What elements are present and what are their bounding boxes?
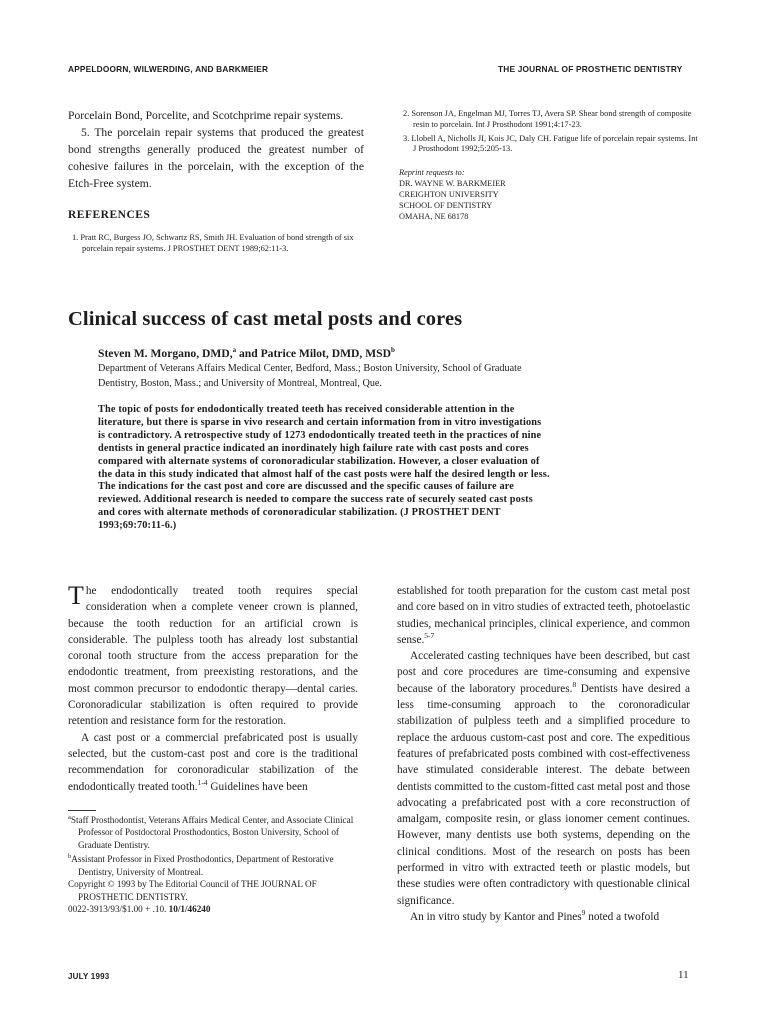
references-list-left bbox=[72, 233, 368, 258]
previous-article-conclusion bbox=[68, 107, 364, 192]
body-column-left bbox=[68, 583, 358, 795]
conclusion-paragraph: 5. The porcelain repair systems that produced the greatest bond strengths generally produced the greatest number of cohesive failures in the porcelain, with the exception of the Etch-Free system. bbox=[68, 126, 364, 190]
abstract: The topic of posts for endodontically treated teeth has received considerable attention in the literature, but there is sparse in vivo research and certain information from in vitro investigations is contradictory. A retrospective study of 1273 endodontically treated teeth in the practices of nine dentists in general practice indicated an inordinately high failure rate with cast posts and cores compared with alternate systems of coronoradicular stabilization. However, a closer evaluation of the data in this study indicated that almost half of the cast posts were half the desired length or less. The indications for the cast post and core are discussed and the specific causes of failure are reviewed. Additional research is needed to compare the success rate of securely seated cast posts and cores with alternate methods of coronoradicular stabilization. (J PROSTHET DENT 1993;69:70:11-6.) bbox=[98, 404, 550, 532]
reprint-line: CREIGHTON UNIVERSITY bbox=[399, 190, 499, 199]
footnote-b: $^b$Assistant Professor in Fixed Prosthodontics, Department of Restorative Dentistry, University of Montreal. bbox=[68, 853, 334, 877]
reference-item: 2. Sorenson JA, Engelman MJ, Torres TJ, Avera SP. Shear bond strength of composite resin to porcelain. Int J Prosthodont 1991;4:17-23. bbox=[403, 109, 692, 129]
reference-item: 3. Llobell A, Nicholls JI, Kois JC, Daly CH. Fatigue life of porcelain repair systems. Int J Prosthodont 1992;5:205-13. bbox=[403, 133, 698, 154]
article-authors bbox=[98, 346, 395, 360]
body-paragraph: A cast post or a commercial prefabricated post is usually selected, but the custom-cast post and core is the traditional recommendation for coronoradicular stabilization of the endodontically treated tooth.$^{1-4}$ Guidelines have been bbox=[68, 731, 358, 793]
running-head-left: APPELDOORN, WILWERDING, AND BARKMEIER bbox=[68, 64, 269, 74]
citation: 9 bbox=[581, 908, 586, 918]
footnote-rule bbox=[68, 810, 96, 811]
body-paragraph: Accelerated casting techniques have been described, but cast post and core procedures are time-consuming and expensive because of the laboratory procedures.$^8$ Dentists have desired a less time-consuming approach to the coronoradicular stabilization of pulpless teeth and a simplified procedure to replace the arduous custom-cast post and core. The expeditious features of prefabricated posts combined with cost-effectiveness have stimulated considerable interest. The debate between dentists committed to the custom-fitted cast metal post and those advocating a prefabricated post with a core reconstruction of amalgam, composite resin, or glass ionomer cement continues. However, many dentists use both systems, depending on the clinical conditions. Most of the research on posts has been performed in vitro with extracted teeth or plastic models, but these studies were often contradictory with questionable clinical significance. bbox=[397, 650, 690, 907]
reprint-line: OMAHA, NE 68178 bbox=[399, 212, 469, 221]
article-title: Clinical success of cast metal posts and cores bbox=[68, 308, 463, 330]
affiliation: Department of Veterans Affairs Medical Center, Bedford, Mass.; Boston University, School of Graduate Dentistry, Boston, Mass.; and University of Montreal, Montreal, Que. bbox=[98, 363, 522, 389]
drop-cap: T bbox=[68, 581, 84, 610]
issue-date: JULY 1993 bbox=[68, 972, 110, 981]
author-name: and Patrice Milot, DMD, MSD bbox=[236, 346, 391, 360]
article-code: 0022-3913/93/$1.00 + .10. 10/1/46240 bbox=[68, 903, 211, 914]
references-list-right bbox=[403, 109, 699, 158]
body-paragraph: An in vitro study by Kantor and Pines$^9$ noted a twofold bbox=[410, 908, 660, 923]
reprint-line: DR. WAYNE W. BARKMEIER bbox=[399, 179, 506, 188]
copyright-notice: Copyright © 1993 by The Editorial Council of THE JOURNAL OF PROSTHETIC DENTISTRY. bbox=[68, 879, 317, 902]
affiliation-marker: a bbox=[232, 346, 237, 354]
conclusion-paragraph: Porcelain Bond, Porcelite, and Scotchprime repair systems. bbox=[68, 109, 344, 122]
references-heading: REFERENCES bbox=[68, 209, 151, 221]
body-paragraph: The endodontically treated tooth requires special consideration when a complete veneer crown is planned, because the tooth reduction for an artificial crown is considerable. The pulpless tooth has already lost substantial coronal tooth structure from the access preparation for the endodontic treatment, from preexisting restorations, and the most common precursor to endodontic therapy—dental caries. Coronoradicular stabilization is often required to provide retention and resistance form for the restoration. bbox=[68, 581, 358, 728]
footnote-a: $^a$Staff Prosthodontist, Veterans Affairs Medical Center, and Associate Clinical Professor of Postdoctoral Prosthodontics, Boston University, School of Graduate Dentistry. bbox=[68, 814, 354, 850]
body-column-right bbox=[397, 583, 690, 925]
reprint-requests bbox=[399, 167, 659, 222]
reference-item: 1. Pratt RC, Burgess JO, Schwartz RS, Smith JH. Evaluation of bond strength of six porcelain repair systems. J PROSTHET DENT 1989;62:11-3. bbox=[72, 233, 354, 253]
citation: 8 bbox=[572, 680, 577, 690]
footnotes bbox=[68, 812, 368, 915]
reprint-label: Reprint requests to: bbox=[399, 168, 465, 177]
author-name: Steven M. Morgano, DMD, bbox=[98, 346, 233, 360]
reprint-line: SCHOOL OF DENTISTRY bbox=[399, 201, 493, 210]
citation: 1-4 bbox=[197, 777, 208, 787]
affiliation-marker: b bbox=[390, 346, 395, 354]
citation: 5-7 bbox=[424, 631, 435, 641]
running-head-right: THE JOURNAL OF PROSTHETIC DENTISTRY bbox=[498, 64, 683, 74]
body-paragraph: established for tooth preparation for the custom cast metal post and core based on in vitro studies of extracted teeth, photoelastic studies, mechanical principles, clinical experience, and common sense.$^{5-7}$ bbox=[397, 585, 690, 646]
page-number: 11 bbox=[678, 969, 689, 981]
